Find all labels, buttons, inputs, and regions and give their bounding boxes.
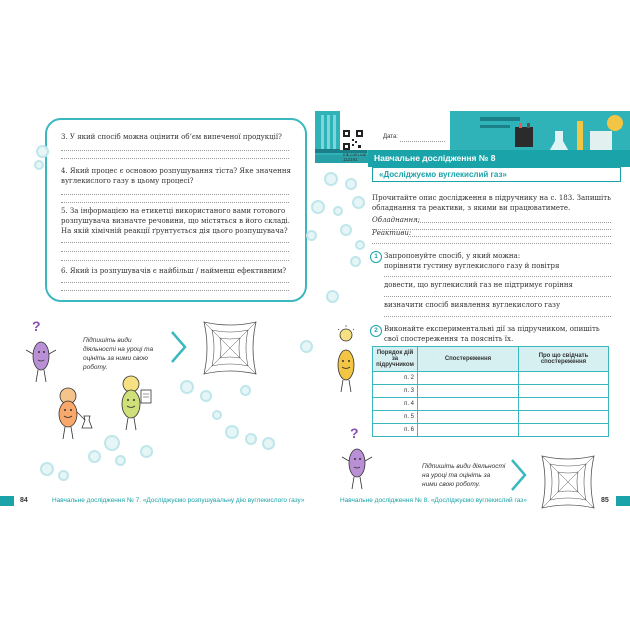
bubble-decoration [355, 240, 365, 250]
answer-line[interactable] [61, 242, 289, 243]
question-4: 4. Який процес є основою розпушування тіста? Яке значення вуглекислого газу в цьому процесі? [61, 167, 291, 185]
reagents-line[interactable] [408, 236, 611, 237]
equipment-label: Обладнання: [372, 216, 421, 224]
observations-table [372, 346, 609, 437]
observation-cell[interactable] [418, 372, 519, 385]
answer-line[interactable] [61, 290, 289, 291]
bubble-decoration [326, 290, 339, 303]
answer-line[interactable] [61, 150, 289, 151]
character-idea-illustration [330, 325, 370, 404]
bubble-decoration [40, 462, 54, 476]
question-3: 3. У який спосіб можна оцінити об’єм випеченої продукції? [61, 133, 282, 141]
bubble-decoration [200, 390, 212, 402]
page-number-right: 85 [601, 497, 609, 504]
reagents-label: Реактиви: [372, 229, 412, 237]
research-subtitle: «Досліджуємо вуглекислий газ» [372, 167, 621, 182]
activity-hint-text: Підпишіть види діяльності на уроці та оцініть за ними свою роботу. [83, 337, 154, 371]
date-line[interactable] [400, 141, 445, 142]
answer-line[interactable] [61, 251, 289, 252]
bubble-decoration [324, 172, 338, 186]
question-6: 6. Який із розпушувачів є найбільш / найменш ефективним? [61, 267, 287, 275]
qr-code[interactable] [343, 130, 363, 150]
bubble-decoration [225, 425, 239, 439]
equipment-line[interactable] [418, 222, 611, 223]
table-row: п. 2 [373, 372, 609, 385]
answer-line[interactable] [61, 260, 289, 261]
bubble-decoration [88, 450, 101, 463]
footer-right: Навчальне дослідження № 8. «Досліджуємо вуглекислий газ» [340, 497, 527, 504]
bubble-decoration [311, 200, 325, 214]
observation-cell[interactable] [418, 411, 519, 424]
chevron-right-icon [508, 458, 528, 492]
conclusion-cell[interactable] [519, 411, 609, 424]
observation-cell[interactable] [418, 385, 519, 398]
answer-line[interactable] [384, 316, 611, 317]
answer-line[interactable] [61, 282, 289, 283]
self-assessment-web-diagram[interactable] [538, 452, 598, 512]
bubble-decoration [352, 196, 365, 209]
bubble-decoration [240, 385, 251, 396]
answer-line[interactable] [61, 158, 289, 159]
table-row: п. 6 [373, 424, 609, 437]
column-header: Про що свідчать спостереження [519, 347, 609, 372]
conclusion-cell[interactable] [519, 385, 609, 398]
task-2-badge: 2 [370, 325, 382, 337]
qr-caption: mk.com.ua/ 112191 [343, 152, 367, 162]
bubble-decoration [212, 410, 222, 420]
bubble-decoration [345, 178, 357, 190]
observation-cell[interactable] [418, 398, 519, 411]
bubble-decoration [245, 433, 257, 445]
bubble-decoration [115, 455, 126, 466]
activity-hint-text: Підпишіть види діяльності на уроці та оцініть за ними свою роботу. [422, 463, 506, 488]
research-title: Навчальне дослідження № 8 [368, 150, 630, 167]
bubble-decoration [58, 470, 69, 481]
conclusion-cell[interactable] [519, 372, 609, 385]
answer-line[interactable] [384, 296, 611, 297]
footer-left: Навчальне дослідження № 7. «Досліджуємо розпушувальну дію вуглекислого газу» [52, 497, 305, 504]
reagents-line[interactable] [372, 243, 611, 244]
answer-line[interactable] [61, 202, 289, 203]
task-1-item: визначити спосіб виявлення вуглекислого газу [384, 301, 561, 309]
observation-cell[interactable] [418, 424, 519, 437]
conclusion-cell[interactable] [519, 424, 609, 437]
answer-line[interactable] [61, 194, 289, 195]
character-with-notes-illustration [115, 372, 160, 446]
date-label: Дата: [383, 134, 398, 140]
bubble-decoration [333, 206, 343, 216]
self-assessment-web-diagram[interactable] [200, 318, 260, 378]
answer-line[interactable] [384, 276, 611, 277]
bubble-decoration [306, 230, 317, 241]
table-row: п. 3 [373, 385, 609, 398]
bubble-decoration [350, 256, 361, 267]
intro-text: Прочитайте опис дослідження в підручнику на с. 183. Запишіть обладнання та реактиви, з якими ви працюватимете. [372, 194, 611, 212]
bubble-decoration [34, 160, 44, 170]
task-2-text: Виконайте експериментальні дії за підручником, опишіть свої спостереження та поясніть їх. [384, 325, 600, 343]
page-number-left: 84 [20, 497, 28, 504]
conclusion-cell[interactable] [519, 398, 609, 411]
task-1-badge: 1 [370, 251, 382, 263]
task-1-item: порівняти густину вуглекислого газу й повітря [384, 262, 560, 270]
chevron-right-icon [168, 330, 188, 364]
bubble-decoration [180, 380, 194, 394]
table-row: п. 5 [373, 411, 609, 424]
character-with-flask-illustration [52, 382, 97, 451]
bubble-decoration [140, 445, 153, 458]
task-1-text: Запропонуйте спосіб, у який можна: [384, 252, 521, 260]
bubble-decoration [340, 224, 352, 236]
questions-box [45, 118, 307, 302]
task-1-item: довести, що вуглекислий газ не підтримує горіння [384, 281, 573, 289]
bubble-decoration [300, 340, 313, 353]
page-edge-marker [0, 496, 14, 506]
question-5: 5. За інформацією на етикетці використаного вами готового розпушувача визначте речовини, що містяться в його складі. На якій хімічній реакції ґрунтується дія цього розпушувача? [61, 207, 290, 235]
bubble-decoration [36, 145, 49, 158]
column-header: Порядок дій за підручником [373, 347, 418, 372]
column-header: Спостереження [418, 347, 519, 372]
page-edge-marker [616, 496, 630, 506]
bubble-decoration [262, 437, 275, 450]
table-row: п. 4 [373, 398, 609, 411]
